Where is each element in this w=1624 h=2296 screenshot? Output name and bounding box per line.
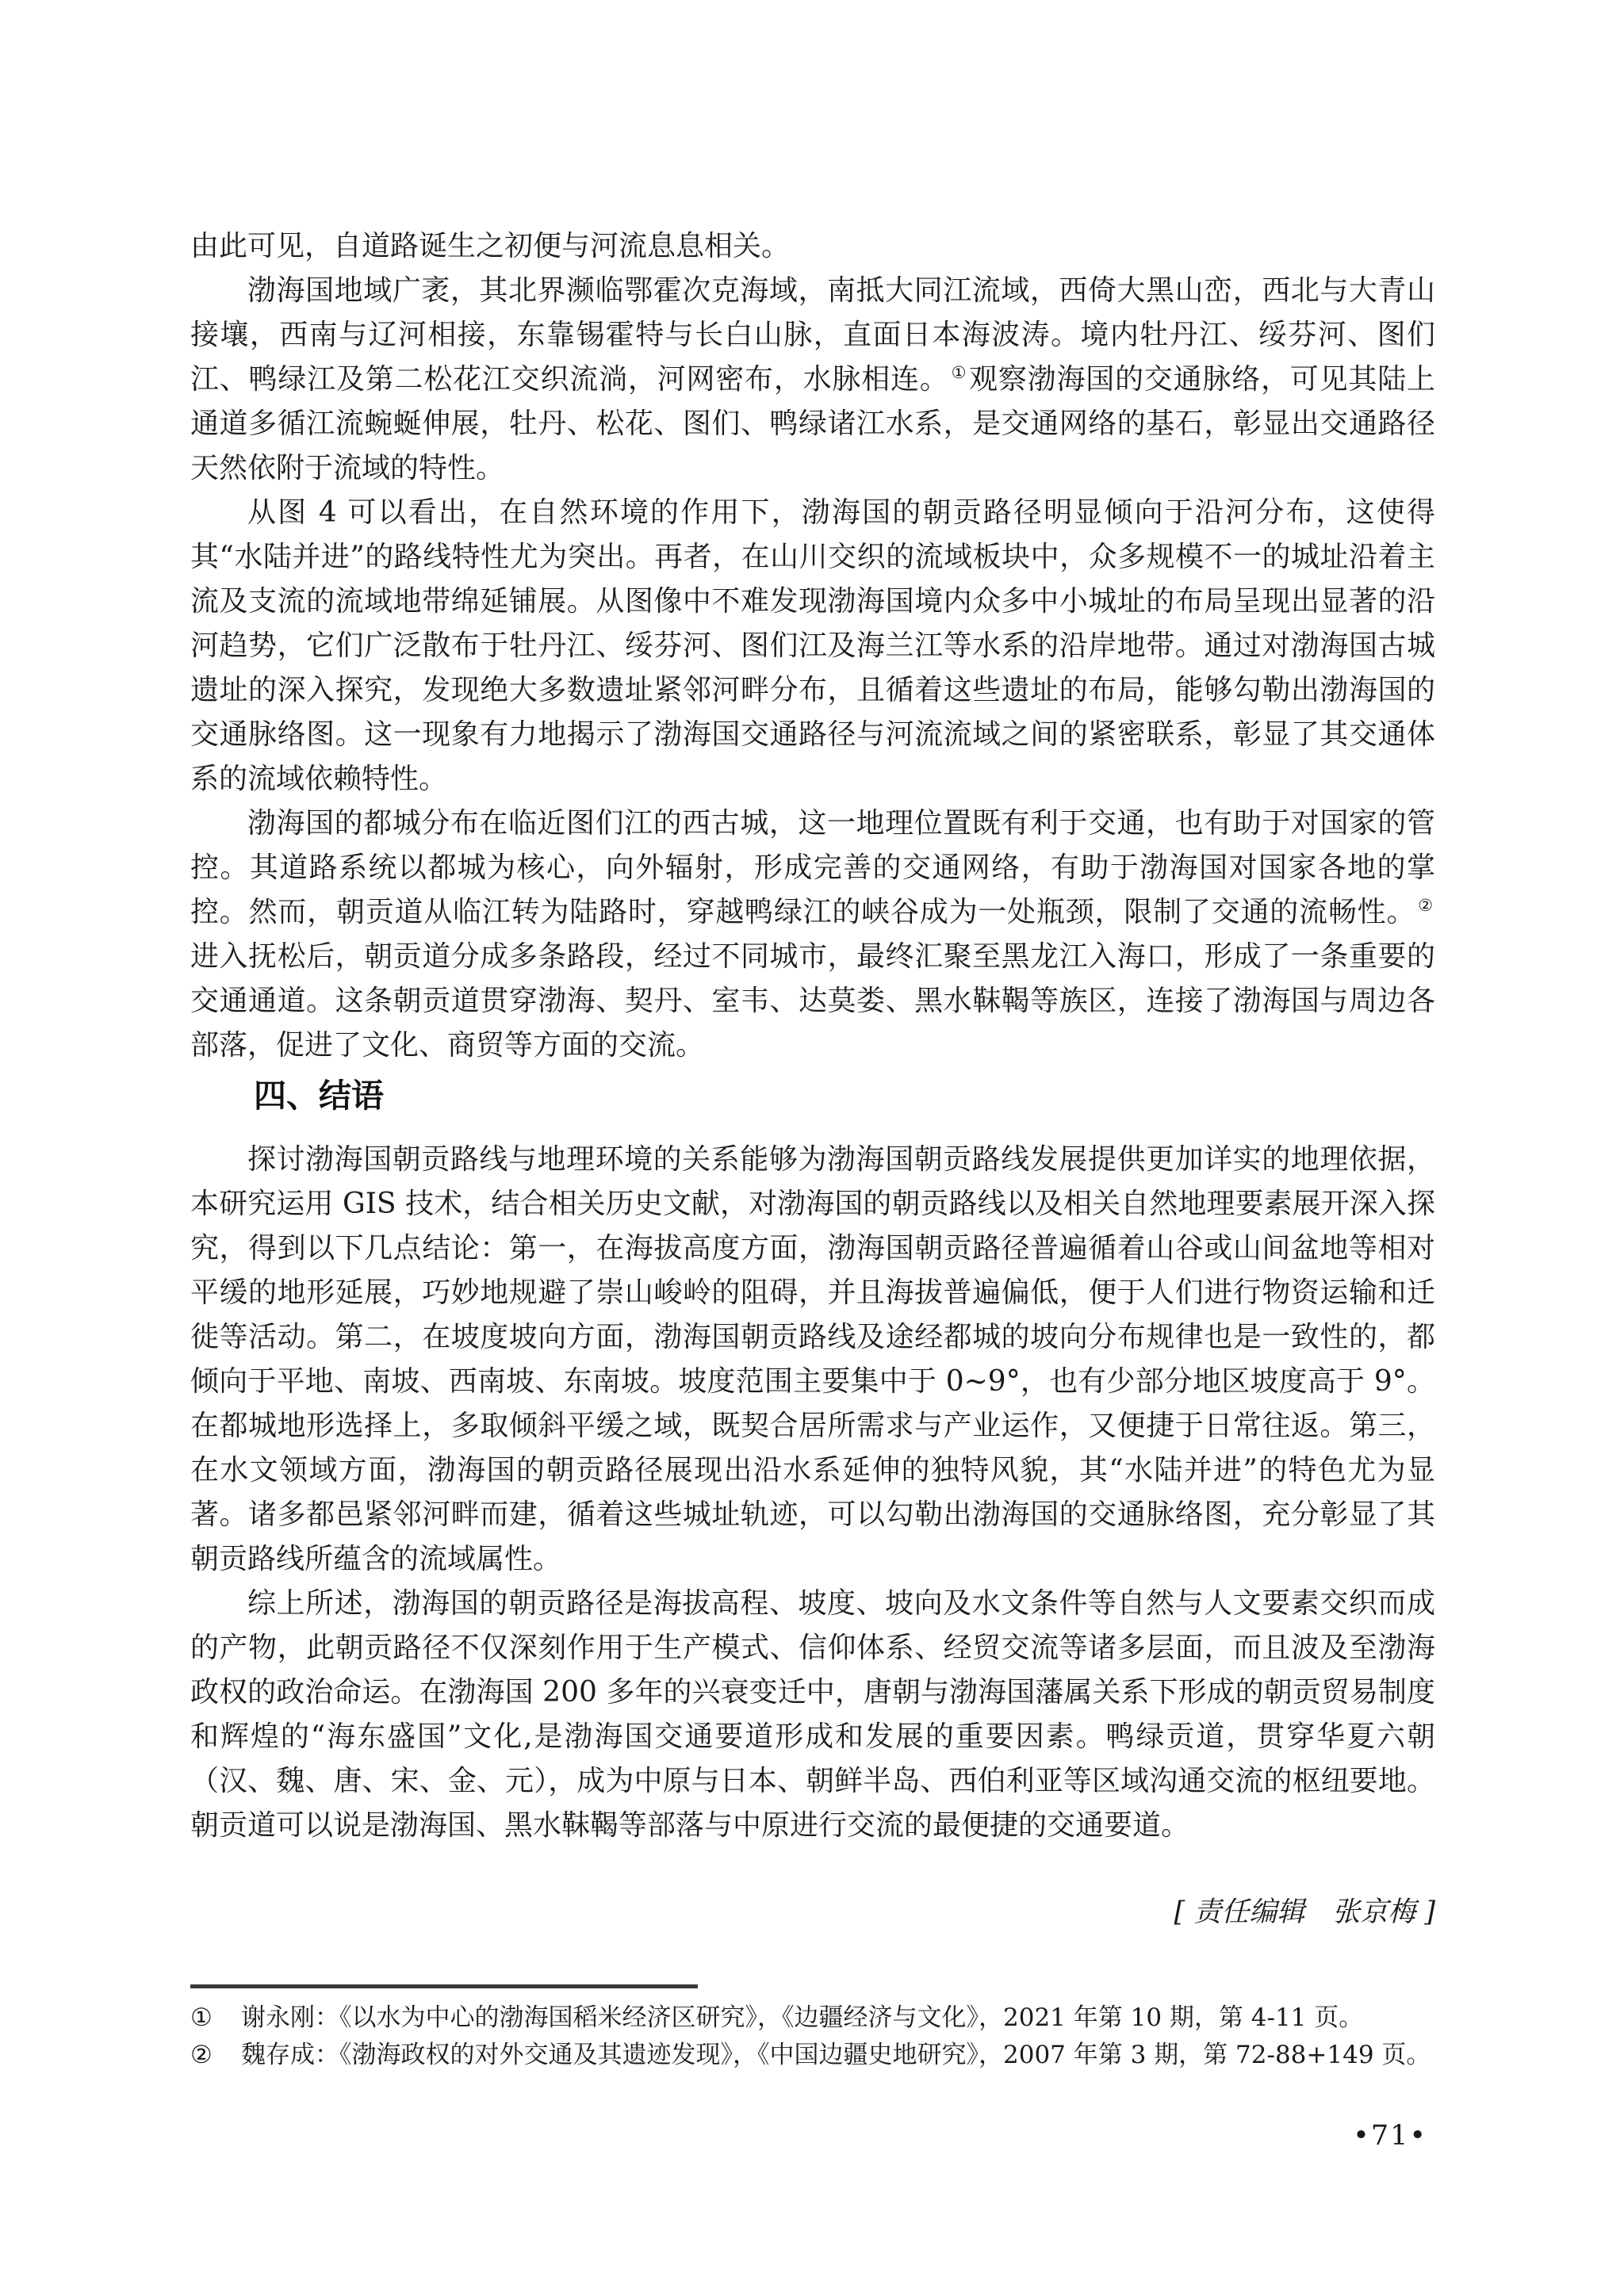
text-segment: 综上所述，渤海国的朝贡路径是海拔高程、坡度、坡向及水文条件等自然与人文要素交织而成的产物，此朝贡路径不仅深刻作用于生产模式、信仰体系、经贸交流等诸多层面，而且波及至渤海政权的政治命运。在渤海国 200 多年的兴衰变迁中，唐朝与渤海国藩属关系下形成的朝贡贸易制度和辉煌的“海东盛国”文化,是渤海国交通要道形成和发展的重要因素。鸭绿贡道，贯穿华夏六朝（汉、魏、唐、宋、金、元），成为中原与日本、朝鲜半岛、西伯利亚等区域沟通交流的枢纽要地。朝贡道可以说是渤海国、黑水靺鞨等部落与中原进行交流的最便捷的交通要道。 bbox=[190, 1587, 1435, 1842]
paragraph bbox=[190, 224, 1435, 269]
paragraph bbox=[190, 1138, 1435, 1582]
paragraph bbox=[190, 269, 1435, 491]
editor-note: [ 责任编辑 张京梅 ] bbox=[1174, 1896, 1435, 1928]
paragraphs-bottom bbox=[190, 1138, 1435, 1848]
footnote-text: 谢永刚：《以水为中心的渤海国稻米经济区研究》，《边疆经济与文化》，2021 年第 10 期，第 4-11 页。 bbox=[241, 2003, 1364, 2032]
footnote-text: 魏存成：《渤海政权的对外交通及其遗迹发现》，《中国边疆史地研究》，2007 年第 3 期，第 72-88+149 页。 bbox=[241, 2041, 1431, 2069]
paragraph bbox=[190, 1582, 1435, 1848]
text-segment: 渤海国地域广袤，其北界濒临鄂霍次克海域，南抵大同江流域，西倚大黑山峦，西北与大青山接壤，西南与辽河相接，东靠锡霍特与长白山脉，直面日本海波涛。境内牡丹江、绥芬河、图们江、鸭绿江及第二松花江交织流淌，河网密布，水脉相连。 bbox=[190, 274, 1435, 396]
text-segment: 渤海国的都城分布在临近图们江的西古城，这一地理位置既有利于交通，也有助于对国家的管控。其道路系统以都城为核心，向外辐射，形成完善的交通网络，有助于渤海国对国家各地的掌控。然而，朝贡道从临江转为陆路时，穿越鸭绿江的峡谷成为一处瓶颈，限制了交通的流畅性。 bbox=[190, 807, 1435, 928]
paragraphs-top bbox=[190, 224, 1435, 1068]
text-segment: 从图 4 可以看出，在自然环境的作用下，渤海国的朝贡路径明显倾向于沿河分布，这使得其“水陆并进”的路线特性尤为突出。再者，在山川交织的流域板块中，众多规模不一的城址沿着主流及支流的流域地带绵延铺展。从图像中不难发现渤海国境内众多中小城址的布局呈现出显著的沿河趋势，它们广泛散布于牡丹江、绥芬河、图们江及海兰江等水系的沿岸地带。通过对渤海国古城遗址的深入探究，发现绝大多数遗址紧邻河畔分布，且循着这些遗址的布局，能够勾勒出渤海国的交通脉络图。这一现象有力地揭示了渤海国交通路径与河流流域之间的紧密联系，彰显了其交通体系的流域依赖特性。 bbox=[190, 496, 1435, 795]
text-segment: 由此可见，自道路诞生之初便与河流息息相关。 bbox=[190, 230, 791, 262]
paragraph bbox=[190, 802, 1435, 1068]
footnotes-section bbox=[190, 1984, 1435, 2074]
article-body bbox=[190, 224, 1435, 1932]
footnote-separator-rule bbox=[190, 1984, 698, 1988]
footnote bbox=[190, 2037, 1435, 2074]
text-segment: 进入抚松后，朝贡道分成多条路段，经过不同城市，最终汇聚至黑龙江入海口，形成了一条重要的交通通道。这条朝贡道贯穿渤海、契丹、室韦、达莫娄、黑水靺鞨等族区，连接了渤海国与周边各部落，促进了文化、商贸等方面的交流。 bbox=[190, 940, 1435, 1062]
text-segment: 观察渤海国的交通脉络，可见其陆上通道多循江流蜿蜒伸展，牡丹、松花、图们、鸭绿诸江水系，是交通网络的基石，彰显出交通路径天然依附于流域的特性。 bbox=[190, 363, 1435, 484]
paragraph bbox=[190, 491, 1435, 802]
footnote-ref: ① bbox=[951, 363, 967, 382]
section-heading: 四、结语 bbox=[254, 1077, 384, 1115]
page-number: •71• bbox=[1353, 2120, 1427, 2152]
footnote bbox=[190, 1999, 1435, 2037]
footnote-marker: ② bbox=[190, 2041, 213, 2069]
text-segment: 探讨渤海国朝贡路线与地理环境的关系能够为渤海国朝贡路线发展提供更加详实的地理依据，本研究运用 GIS 技术，结合相关历史文献，对渤海国的朝贡路线以及相关自然地理要素展开深入探究，得到以下几点结论：第一，在海拔高度方面，渤海国朝贡路径普遍循着山谷或山间盆地等相对平缓的地形延展，巧妙地规避了崇山峻岭的阻碍，并且海拔普遍偏低，便于人们进行物资运输和迁徙等活动。第二，在坡度坡向方面，渤海国朝贡路线及途经都城的坡向分布规律也是一致性的，都倾向于平地、南坡、西南坡、东南坡。坡度范围主要集中于 0~9°，也有少部分地区坡度高于 9°。在都城地形选择上，多取倾斜平缓之域，既契合居所需求与产业运作，又便捷于日常往返。第三，在水文领域方面，渤海国的朝贡路径展现出沿水系延伸的独特风貌，其“水陆并进”的特色尤为显著。诸多都邑紧邻河畔而建，循着这些城址轨迹，可以勾勒出渤海国的交通脉络图，充分彰显了其朝贡路线所蕴含的流域属性。 bbox=[190, 1143, 1435, 1575]
footnote-ref: ② bbox=[1418, 896, 1433, 915]
footnote-list bbox=[190, 1999, 1435, 2074]
footnote-marker: ① bbox=[190, 2003, 213, 2032]
